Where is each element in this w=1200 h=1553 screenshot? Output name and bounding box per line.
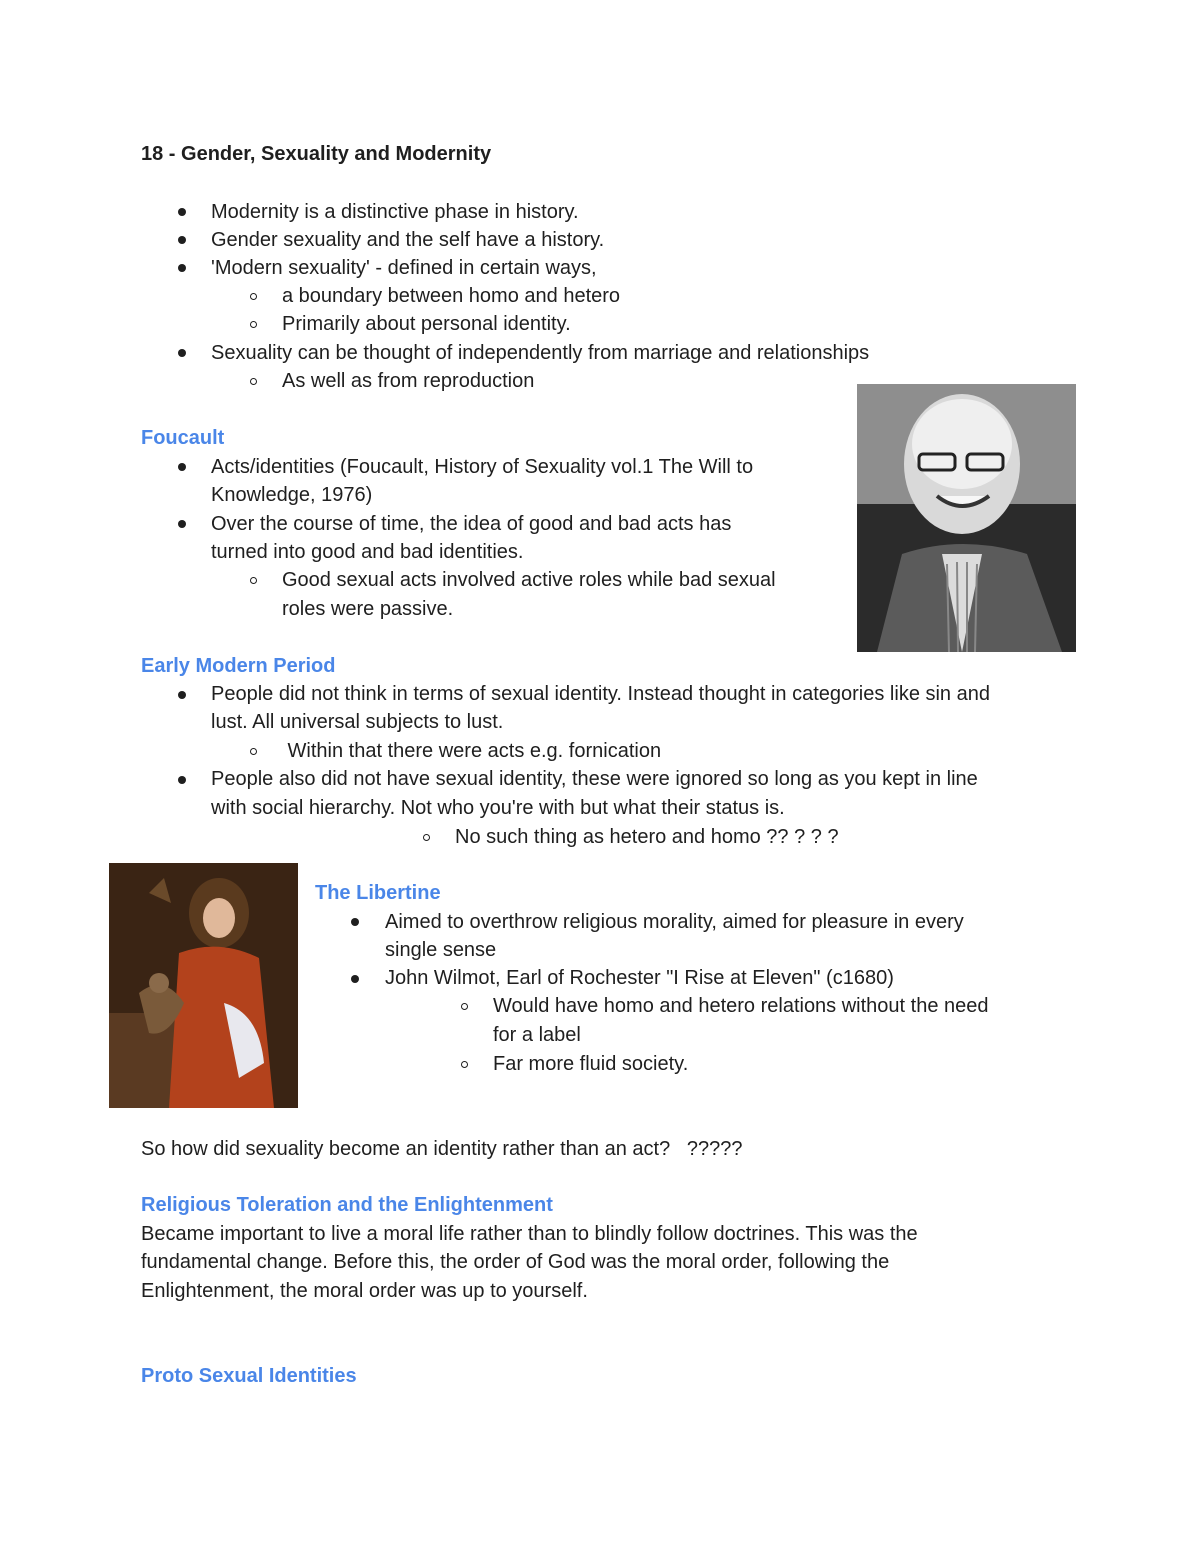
rochester-portrait: [109, 863, 298, 1108]
bullet-ring: [250, 321, 257, 328]
bullet-ring: [461, 1061, 468, 1068]
list-item: Sexuality can be thought of independently from marriage and relationships: [211, 342, 870, 364]
list-item: Over the course of time, the idea of good and bad acts has: [211, 513, 732, 535]
paragraph-line: fundamental change. Before this, the order of God was the moral order, following the: [141, 1251, 890, 1273]
bullet-ring: [250, 748, 257, 755]
list-item-continuation: lust. All universal subjects to lust.: [211, 711, 504, 733]
bullet-dot: [178, 208, 186, 216]
section-heading-religious-toleration: Religious Toleration and the Enlightenment: [141, 1194, 553, 1216]
list-item: Acts/identities (Foucault, History of Sexuality vol.1 The Will to: [211, 456, 754, 478]
list-item: a boundary between homo and hetero: [282, 285, 621, 307]
question-text: So how did sexuality become an identity rather than an act? ?????: [141, 1138, 743, 1160]
bullet-dot: [351, 975, 359, 983]
list-item: People did not think in terms of sexual identity. Instead thought in categories like sin and: [211, 683, 990, 705]
portrait-icon: [109, 863, 298, 1108]
list-item-continuation: turned into good and bad identities.: [211, 541, 524, 563]
bullet-dot: [178, 691, 186, 699]
list-item: Primarily about personal identity.: [282, 313, 571, 335]
bullet-dot: [178, 776, 186, 784]
list-item: 'Modern sexuality' - defined in certain ways,: [211, 257, 597, 279]
list-item: Far more fluid society.: [493, 1053, 689, 1075]
bullet-dot: [178, 236, 186, 244]
bullet-dot: [351, 918, 359, 926]
paragraph-line: Enlightenment, the moral order was up to yourself.: [141, 1280, 588, 1302]
list-item-continuation: Knowledge, 1976): [211, 484, 373, 506]
bullet-ring: [250, 577, 257, 584]
list-item-continuation: for a label: [493, 1024, 581, 1046]
list-item: As well as from reproduction: [282, 370, 535, 392]
bullet-dot: [178, 264, 186, 272]
section-heading-early-modern: Early Modern Period: [141, 655, 336, 677]
list-item: Within that there were acts e.g. fornication: [282, 740, 662, 762]
paragraph-line: Became important to live a moral life rather than to blindly follow doctrines. This was the: [141, 1223, 918, 1245]
list-item: People also did not have sexual identity, these were ignored so long as you kept in line: [211, 768, 978, 790]
portrait-icon: [857, 384, 1076, 652]
list-item-continuation: single sense: [385, 939, 497, 961]
bullet-dot: [178, 520, 186, 528]
foucault-photo: [857, 384, 1076, 652]
list-item-continuation: roles were passive.: [282, 598, 454, 620]
bullet-ring: [423, 834, 430, 841]
list-item-continuation: with social hierarchy. Not who you're with but what their status is.: [211, 797, 785, 819]
list-item: John Wilmot, Earl of Rochester "I Rise at Eleven" (c1680): [385, 967, 894, 989]
list-item: Gender sexuality and the self have a history.: [211, 229, 605, 251]
bullet-dot: [178, 349, 186, 357]
section-heading-libertine: The Libertine: [315, 882, 441, 904]
bullet-ring: [461, 1003, 468, 1010]
section-heading-proto-sexual-identities: Proto Sexual Identities: [141, 1365, 357, 1387]
list-item: No such thing as hetero and homo ?? ? ? ?: [455, 826, 839, 848]
list-item: Aimed to overthrow religious morality, aimed for pleasure in every: [385, 911, 964, 933]
section-heading-foucault: Foucault: [141, 427, 225, 449]
bullet-ring: [250, 293, 257, 300]
bullet-dot: [178, 463, 186, 471]
list-item: Would have homo and hetero relations without the need: [493, 995, 989, 1017]
list-item: Good sexual acts involved active roles while bad sexual: [282, 569, 776, 591]
list-item: Modernity is a distinctive phase in history.: [211, 201, 579, 223]
page-title: 18 - Gender, Sexuality and Modernity: [141, 143, 492, 165]
bullet-ring: [250, 378, 257, 385]
